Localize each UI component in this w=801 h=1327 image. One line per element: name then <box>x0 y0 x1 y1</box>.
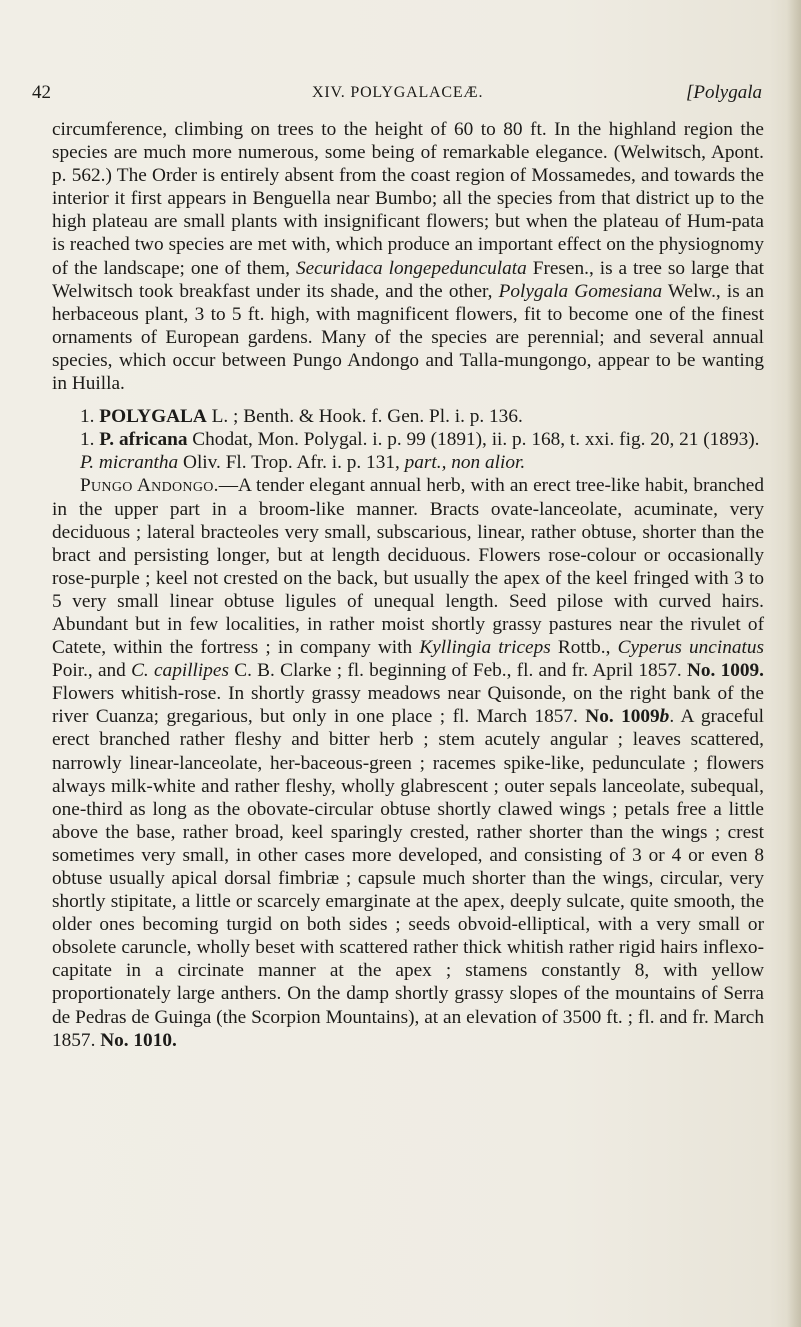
description-text: C. B. Clarke ; fl. beginning of Feb., fl. and fr. April 1857. <box>228 660 687 682</box>
synonym-qualifier: part., non alior. <box>404 452 526 474</box>
description-text: . A graceful erect branched rather fleshy and bitter herb ; stem acutely angular ; leaves scattered, narrowly linear-lanceolate, her-baceous-green ; racemes spike-like, pedunculate ; flowers always milk-white and rather fleshy, wholly glabrescent ; outer sepals lanceolate, subequal, one-third as long as the obovate-circular obtuse shortly clawed wings ; petals free a little above the base, rather broad, keel sparingly crested, rather shorter than the wings ; crest sometimes very small, in other cases more developed, and consisting of 3 or 4 or even 8 obtuse usually apical dorsal fimbriæ ; capsule much shorter than the wings, circular, very shortly stipitate, a little or scarcely emarginate at the apex, deeply sulcate, quite smooth, the older ones becoming turgid on both sides ; seeds obvoid-elliptical, with a very small or obsolete caruncle, wholly beset with scattered rather thick whitish rather rigid hairs inflexo-capitate in a circinate manner at the apex ; stamens constantly 8, with yellow proportionately large anthers. On the damp shortly grassy slopes of the mountains of Serra de Pedras de Guinga (the Scorpion Mountains), at an elevation of 3500 ft. ; fl. and fr. March 1857. <box>52 706 764 1051</box>
synonym-name: P. micrantha <box>80 452 179 474</box>
species-name: P. africana <box>99 429 188 451</box>
specimen-number-main: No. 1009 <box>585 706 660 728</box>
locality-name: Pungo Andongo. <box>80 475 219 497</box>
running-header <box>32 82 762 112</box>
intro-text: Fresen., is a tree so large that Welwitsch took breakfast under its shade, and the other, <box>52 257 764 302</box>
taxon-name: Polygala Gomesiana <box>498 280 663 302</box>
species-number: 1. <box>80 429 95 451</box>
page-body <box>52 118 764 1052</box>
description-text: —A tender elegant annual herb, with an erect tree-like habit, branched in the upper part in a broom-like manner. Bracts ovate-lanceolate, acuminate, very deciduous ; lateral bracteoles very small, subscarious, linear, rather obtuse, shorter than the bract and persisting longer, but at length deciduous. Flowers rose-colour or occasionally rose-purple ; keel not crested on the back, but usually the apex of the keel fringed with 3 to 5 very small linear obtuse ligules of unequal length. Seed pilose with curved hairs. Abundant but in few localities, in rather moist shortly grassy pastures near the rivulet of Catete, within the fortress ; in company with <box>52 475 764 659</box>
genus-number: 1. <box>80 406 95 428</box>
intro-text: Welw., is an herbaceous plant, 3 to 5 ft. high, with magnificent flowers, fit to become one of the finest ornaments of European gardens. Many of the species are perennial; and several annual species, which occur between Pungo Andongo and Talla-mungongo, appear to be wanting in Huilla. <box>52 280 764 395</box>
taxon-name: Securidaca longepedunculata <box>295 257 527 279</box>
intro-text: circumference, climbing on trees to the height of 60 to 80 ft. In the highland region the species are much more numerous, some being of remarkable elegance. (Welwitsch, Apont. p. 562.) The Order is entirely absent from the coast region of Mossamedes, and towards the interior it first appears in Benguella near Bumbo; all the species from that district up to the high plateau are small plants with insignificant flowers; but when the plateau of Hum-pata is reached two species are met with, which produce an important effect on the physiognomy of the landscape; one of them, <box>52 119 764 279</box>
running-title: XIV. POLYGALACEÆ. <box>312 84 484 101</box>
taxon-name: C. capillipes <box>131 660 229 682</box>
taxon-name: Kyllingia triceps <box>419 637 551 659</box>
taxon-name: Cyperus uncinatus <box>617 637 764 659</box>
genus-name: POLYGALA <box>99 406 207 428</box>
running-genus: [Polygala <box>686 82 762 103</box>
page-edge-shadow <box>787 0 801 1327</box>
species-citation: Chodat, Mon. Polygal. i. p. 99 (1891), ii. p. 168, t. xxi. fig. 20, 21 (1893). <box>187 429 760 451</box>
synonym-line <box>52 451 764 474</box>
page-number: 42 <box>32 82 51 103</box>
description-text: Poir., and <box>52 660 132 682</box>
species-description <box>52 474 764 1051</box>
description-text: Rottb., <box>550 637 618 659</box>
synonym-citation: Oliv. Fl. Trop. Afr. i. p. 131, <box>178 452 405 474</box>
genus-heading <box>52 405 764 428</box>
specimen-number: No. 1010. <box>100 1029 177 1051</box>
intro-paragraph <box>52 118 764 395</box>
specimen-number-suffix: b <box>659 706 670 728</box>
species-heading <box>52 428 764 451</box>
description-text: Flowers whitish-rose. In shortly grassy meadows near Quisonde, on the right bank of the river Cuanza; gregarious, but only in one place ; fl. March 1857. <box>52 683 764 728</box>
genus-citation: L. ; Benth. & Hook. f. Gen. Pl. i. p. 136. <box>206 406 523 428</box>
specimen-number: No. 1009. <box>686 660 764 682</box>
specimen-number <box>585 706 669 727</box>
